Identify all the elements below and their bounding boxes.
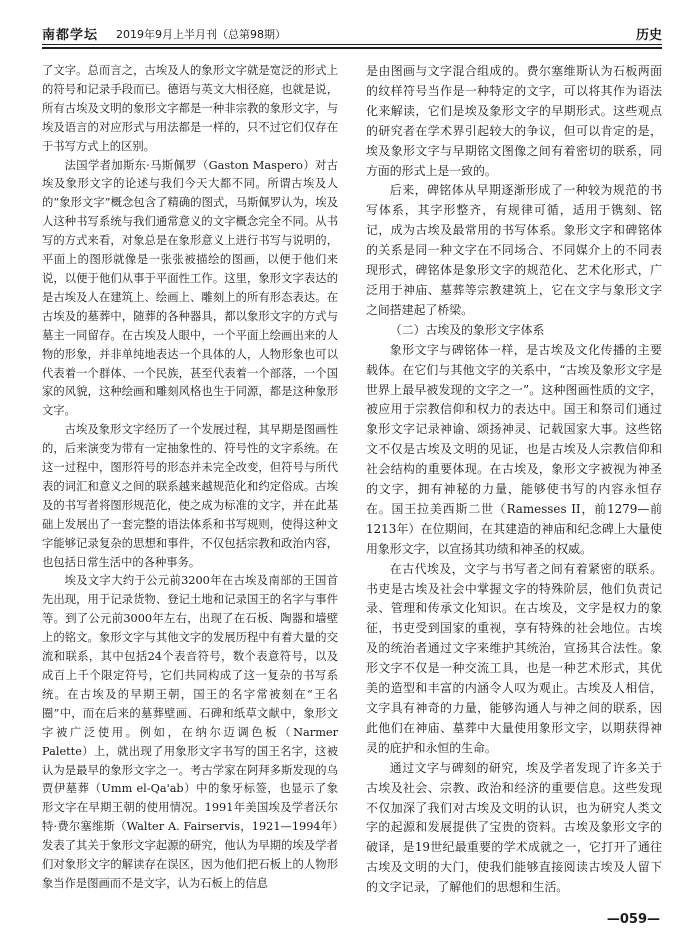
paragraph: 法国学者加斯东·马斯佩罗（Gaston Maspero）对古埃及象形文字的论述与我们今天大都不同。所谓古埃及人的“象形文字”概念包含了精确的图式，马斯佩罗认为，埃及人这种书写系统与我们通常意义的文字概念完全不同。从书写的方式来看，对象总是在象形意义上进行书写与说明的，平面上的图形就像是一张张被描绘的图画，以便于他们来说，以便于他们从事于平面性工作。这里，象形文字表达的是古埃及人在建筑上、绘画上、雕刻上的所有形态表达。在古埃及的墓葬中，随葬的各种器具，都以象形文字的方式与墓主一同留存。在古埃及人眼中，一个平面上绘画出来的人物的形象，并非单纯地表达一个具体的人，人物形象也可以代表着一个群体、一个民族，甚至代表着一个部落，一个国家的风貌，这种绘画和雕刻风格也生于同源，都是这种象形文字。 (42, 158, 338, 418)
left-column (42, 62, 338, 894)
paragraph: 在古代埃及，文字与书写者之间有着紧密的联系。书吏是古埃及社会中掌握文字的特殊阶层，他们负责记录、管理和传承文化知识。在古埃及，文字是权力的象征，书吏受到国家的重视，享有特殊的社会地位。古埃及的统治者通过文字来维护其统治，宣扬其合法性。象形文字不仅是一种交流工具，也是一种艺术形式，其优美的造型和丰富的内涵令人叹为观止。古埃及人相信，文字具有神奇的力量，能够沟通人与神之间的联系，因此他们在神庙、墓葬中大量使用象形文字，以期获得神灵的庇护和永恒的生命。 (366, 561, 662, 755)
paragraph: 了文字。总而言之，古埃及人的象形文字就是宽泛的形式上的符号和记录手段而已。德语与英文大相径庭，也就是说，所有古埃及文明的象形文字都是一种非宗教的象形文字，与埃及语言的对应形式与用法都是一样的，只不过它们仅存在于书写方式上的区别。 (42, 64, 338, 153)
header-rule-thin (42, 44, 662, 45)
journal-title: 南都学坛 (42, 28, 99, 43)
paragraph: 通过文字与碑刻的研究，埃及学者发现了许多关于古埃及社会、宗教、政治和经济的重要信息。这些发现不仅加深了我们对古埃及文明的认识，也为研究人类文字的起源和发展提供了宝贵的资料。古埃及象形文字的破译，是19世纪最重要的学术成就之一，它打开了通往古埃及文明的大门，使我们能够直接阅读古埃及人留下的文字记录，了解他们的思想和生活。 (366, 760, 662, 895)
running-header (42, 14, 662, 44)
paragraph: 象形文字与碑铭体一样，是古埃及文化传播的主要载体。在它们与其他文字的关系中，“古埃及象形文字是世界上最早被发现的文字之一”。这种图画性质的文字，被应用于宗教信仰和权力的表达中。国王和祭司们通过象形文字记录神谕、颂扬神灵、记载国家大事。这些铭文不仅是古埃及文明的见证，也是古埃及人宗教信仰和社会结构的重要体现。在古埃及，象形文字被视为神圣的文字，拥有神秘的力量，能够使书写的内容永恒存在。国王拉美西斯二世（Ramesses II，前1279—前1213年）在位期间，在其建造的神庙和纪念碑上大量使用象形文字，以宣扬其功绩和神圣的权威。 (366, 342, 662, 556)
paragraph: 埃及文字大约于公元前3200年在古埃及南部的王国首先出现，用于记录货物、登记土地和记录国王的名字与事件等。到了公元前3000年左右，出现了在石板、陶器和墙壁上的铭文。象形文字与其他文字的发展历程中有着大量的交流和联系，其中包括24个表音符号，数个表意符号，以及成百上千个限定符号，它们共同构成了这一复杂的书写系统。在古埃及的早期王朝，国王的名字常被刻在“王名圈”中，而在后来的墓葬壁画、石碑和纸草文献中，象形文字被广泛使用。例如，在纳尔迈调色板（Narmer Palette）上，就出现了用象形文字书写的国王名字，这被认为是最早的象形文字之一。考古学家在阿拜多斯发现的乌贾伊墓葬（Umm el-Qa'ab）中的象牙标签，也显示了象形文字在早期王朝的使用情况。1991年美国埃及学者沃尔特·费尔塞维斯（Walter A. Fairservis，1921—1994年）发表了其关于象形文字起源的研究，他认为早期的埃及学者们对象形文字的解读存在误区，因为他们把石板上的人物形象当作是图画而不是文字，认为石板上的信息 (42, 574, 338, 890)
page-number: —059— (606, 912, 660, 927)
paragraph: 后来，碑铭体从早期逐渐形成了一种较为规范的书写体系，其字形整齐，有规律可循，适用于镌刻、铭记，成为古埃及最常用的书写体系。象形文字和碑铭体的关系是同一种文字在不同场合、不同媒介上的不同表现形式，碑铭体是象形文字的规范化、艺术化形式，广泛用于神庙、墓葬等宗教建筑上，它在文字与象形文字之间搭建起了桥梁。 (366, 183, 662, 317)
header-rule-thick (42, 47, 662, 49)
section-label: 历史 (635, 28, 662, 43)
paragraph: 是由图画与文字混合组成的。费尔塞维斯认为石板两面的纹样符号当作是一种特定的文字，可以将其作为语法化来解读，它们是埃及象形文字的早期形式。这些观点的研究者在学术界引起较大的争议，但可以肯定的是，埃及象形文字与早期铭文图像之间有着密切的联系，同方面的形式上是一致的。 (366, 64, 662, 178)
subsection-heading: （二）古埃及的象形文字体系 (389, 322, 545, 337)
issue-info: 2019年9月上半月刊（总第98期） (116, 28, 286, 41)
paragraph: 古埃及象形文字经历了一个发展过程，其早期是图画性的，后来演变为带有一定抽象性的、符号性的文字系统。在这一过程中，图形符号的形态并未完全改变，但符号与所代表的词汇和意义之间的联系越来越规范化和约定俗成。古埃及的书写者将图形规范化，使之成为标准的文字，并在此基础上发展出了一套完整的语法体系和书写规则，使得这种文字能够记录复杂的思想和事件，不仅包括宗教和政治内容，也包括日常生活中的各种事务。 (42, 423, 338, 569)
right-column (366, 62, 662, 898)
